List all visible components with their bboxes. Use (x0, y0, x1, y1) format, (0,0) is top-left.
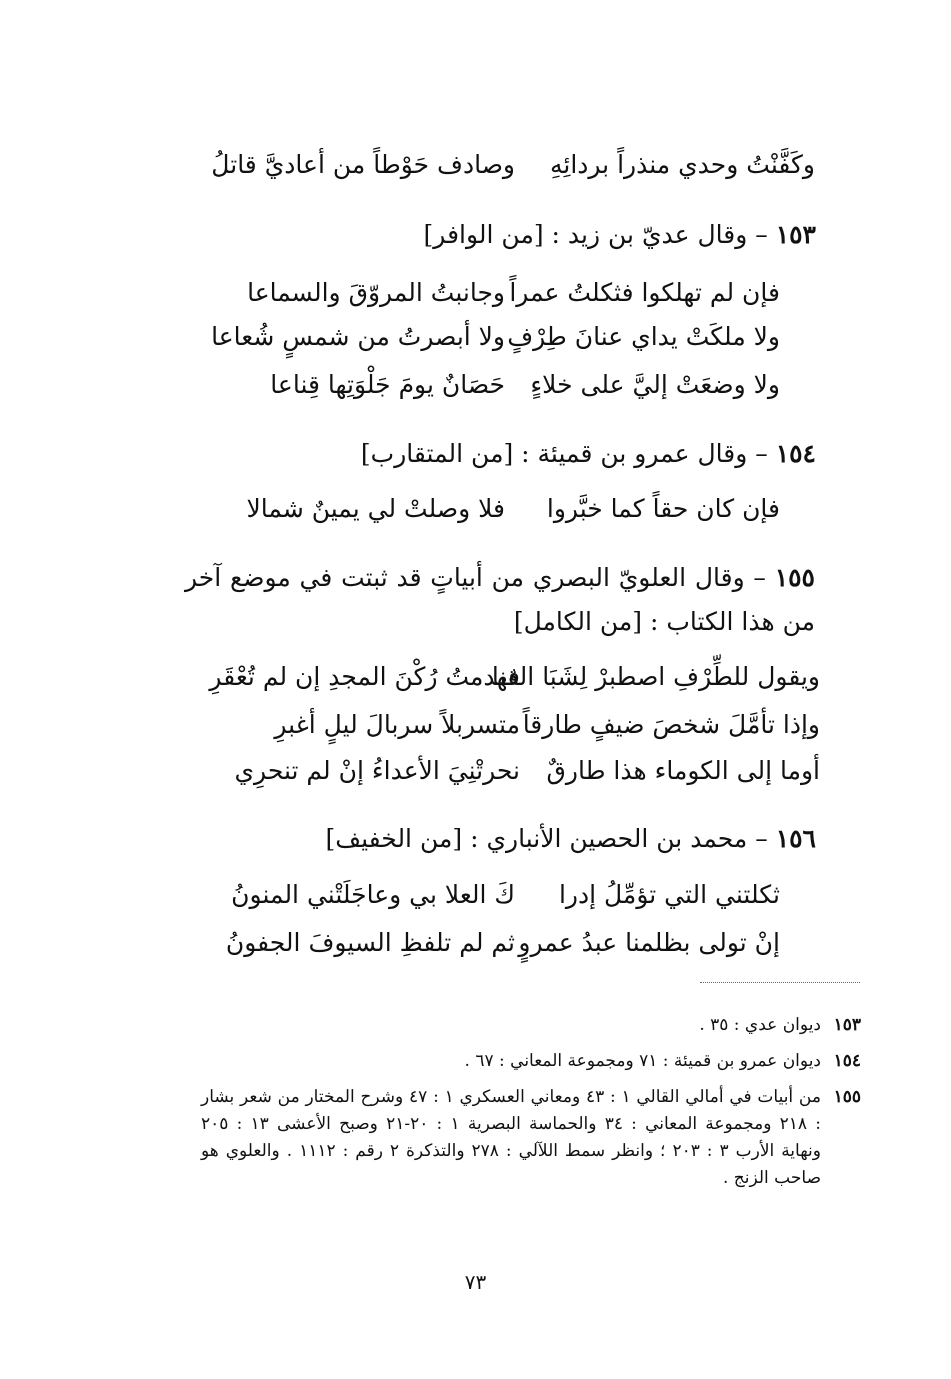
hemistich-first: ولا ملكَتْ يداي عنانَ طِرْفٍ (507, 322, 780, 351)
poem-heading (424, 218, 816, 252)
hemistich-first: وكَفَّنْتُ وحدي منذراً بردائِهِ (549, 150, 815, 179)
poem-number: ١٥٣ (775, 220, 816, 249)
footnote-number: ١٥٥ (833, 1087, 861, 1107)
verse-line (225, 926, 780, 960)
verse-line (247, 276, 780, 310)
footnote-number: ١٥٣ (833, 1015, 861, 1035)
verse-line (231, 878, 780, 912)
verse-line (209, 660, 820, 694)
hemistich-second: ثم لم تلفظِ السيوفَ الجفونُ (225, 928, 515, 957)
poem-number: ١٥٦ (775, 824, 816, 853)
verse-line (246, 492, 780, 526)
footnote-text: ديوان عدي : ٣٥ . (699, 1015, 821, 1035)
hemistich-second: وصادف حَوْطاً من أعاديَّ قاتلُ (211, 150, 515, 179)
verse-line (225, 708, 820, 742)
page-number: ٧٣ (464, 1270, 487, 1294)
footnote (201, 1084, 861, 1192)
verse-line (211, 320, 780, 354)
hemistich-second: فهدمتُ رُكْنَ المجدِ إن لم تُعْقَرِ (209, 662, 520, 691)
hemistich-second: فلا وصلتْ لي يمينٌ شمالا (246, 494, 505, 523)
hemistich-first: إنْ تولى بظلمنا عبدُ عمروٍ (518, 928, 780, 957)
footnote (201, 1012, 861, 1039)
hemistich-first: ولا وضعَتْ إليَّ على خلاءٍ (530, 370, 780, 399)
footnote-text: من أبيات في أمالي القالي ١ : ٤٣ ومعاني العسكري ١ : ٤٧ وشرح المختار من شعر بشار : ٢١٨ ومجموعة المعاني : ٣٤ والحماسة البصرية ١ : ٢٠-٢١ وصبح الأعشى ١٣ : ٢٠٥ ونهاية الأرب ٣ : ٢٠٣ ؛ وانظر سمط اللآلي : ٢٧٨ والتذكرة ٢ رقم : ١١١٢ . والعلوي هو صاحب الزنج . (201, 1087, 822, 1188)
hemistich-second: متسربلاً سربالَ ليلٍ أغبرِ (274, 710, 520, 739)
poem-attribution: – وقال عديّ بن زيد : [من الوافر] (423, 220, 768, 249)
poem-attribution: – محمد بن الحصين الأنباري : [من الخفيف] (325, 824, 768, 853)
poem-number: ١٥٤ (775, 439, 816, 468)
poem-attribution: – وقال العلويّ البصري من أبياتٍ قد ثبتت في موضع آخر من هذا الكتاب : [من الكامل] (185, 563, 815, 636)
hemistich-first: فإن لم تهلكوا فثكلتُ عمراً (509, 278, 780, 307)
footnote (201, 1048, 861, 1075)
verse-line (255, 368, 780, 402)
hemistich-first: أوما إلى الكوماء هذا طارقٌ (546, 756, 820, 785)
hemistich-first: وإذا تأمَّلَ شخصَ ضيفٍ طارقاً (522, 710, 820, 739)
hemistich-second: نحرتْنِيَ الأعداءُ إنْ لم تنحرِي (234, 756, 520, 785)
poem-number: ١٥٥ (774, 563, 815, 592)
footnote-text: ديوان عمرو بن قميئة : ٧١ ومجموعة المعاني : ٦٧ . (464, 1051, 821, 1071)
hemistich-first: فإن كان حقاً كما خبَّروا (546, 494, 780, 523)
poem-attribution: – وقال عمرو بن قميئة : [من المتقارب] (360, 439, 768, 468)
poem-heading (361, 437, 816, 471)
footnote-separator (700, 982, 860, 983)
hemistich-second: كَ العلا بي وعاجَلَتْني المنونُ (231, 880, 515, 909)
verse-line (210, 148, 815, 182)
hemistich-second: حَصَانٌ يومَ جَلْوَتِها قِناعا (270, 370, 505, 399)
hemistich-second: وجانبتُ المروّقَ والسماعا (247, 278, 505, 307)
poem-heading (325, 822, 816, 856)
hemistich-first: ويقول للطِّرْفِ اصطبرْ لِشَبَا القنا (491, 662, 820, 691)
poem-heading (185, 556, 815, 644)
hemistich-first: ثكلتني التي تؤمِّلُ إدرا (558, 880, 780, 909)
verse-line (225, 754, 820, 788)
hemistich-second: ولا أبصرتُ من شمسٍ شُعاعا (211, 322, 505, 351)
footnote-number: ١٥٤ (833, 1051, 861, 1071)
